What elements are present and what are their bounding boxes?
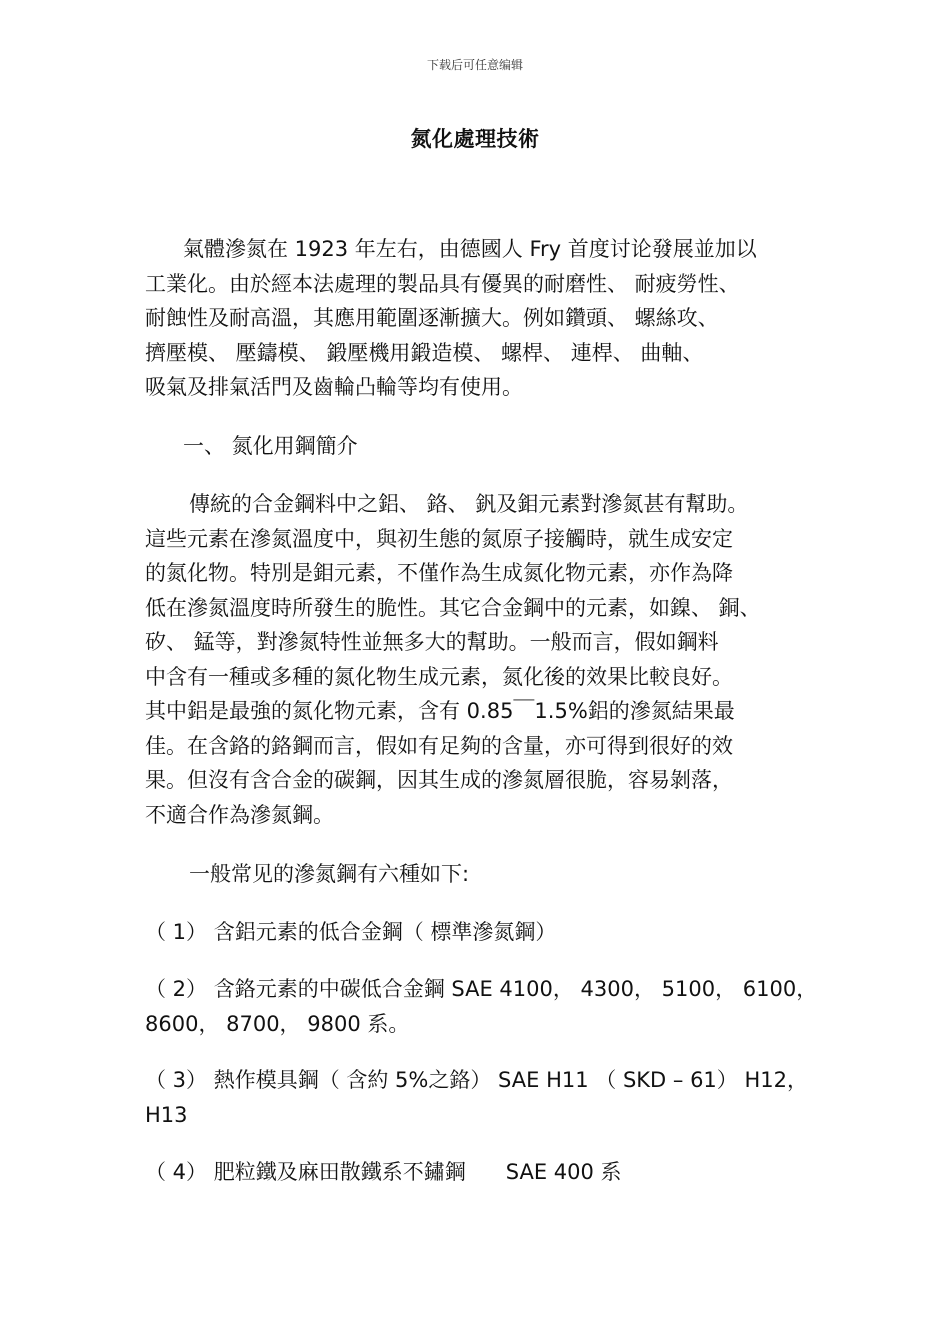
intro-line: 氣體滲氮在 1923 年左右，由德國人 Fry 首度讨论發展並加以 [183,237,757,261]
section-line: 傳統的合金鋼料中之鋁、 鉻、 釩及鉬元素對滲氮甚有幫助。 [189,492,749,516]
intro-line: 工業化。由於經本法處理的製品具有優異的耐磨性、 耐疲勞性、 [145,271,740,296]
section-heading-text: 一、 氮化用鋼簡介 [183,434,358,458]
list-item-line: （ 4） 肥粒鐵及麻田散鐵系不鏽鋼 SAE 400 系 [145,1160,622,1184]
list-intro [145,857,845,892]
list-item-line: （ 2） 含鉻元素的中碳低合金鋼 SAE 4100， 4300， 5100， 6100， [145,977,818,1001]
section-line: 矽、 錳等，對滲氮特性並無多大的幫助。一般而言，假如鋼料 [145,630,719,654]
document-title: 氮化處理技術 [410,127,540,151]
intro-line: 擠壓模、 壓鑄模、 鍛壓機用鍛造模、 螺桿、 連桿、 曲軸、 [145,340,704,365]
intro-line: 耐蝕性及耐高溫，其應用範圍逐漸擴大。例如鑽頭、 螺絲攻、 [145,306,719,330]
section-line: 果。但沒有含合金的碳鋼，因其生成的滲氮層很脆，容易剝落， [145,768,733,792]
section-line: 其中鋁是最強的氮化物元素，含有 0.85￣1.5%鋁的滲氮結果最 [145,699,735,723]
list-item-line: （ 1） 含鋁元素的低合金鋼（ 標準滲氮鋼） [145,920,557,944]
list-item-line: 8600， 8700， 9800 系。 [145,1011,410,1036]
section-line: 這些元素在滲氮溫度中，與初生態的氮原子接觸時，就生成安定 [145,526,733,551]
list-item-2 [145,972,845,1041]
section-line: 不適合作為滲氮鋼。 [145,802,334,827]
list-item-line: （ 3） 熱作模具鋼（ 含約 5%之鉻） SAE H11 （ SKD – 61） H12， [145,1068,808,1092]
list-item-line: H13 [145,1102,188,1127]
section-line: 中含有一種或多種的氮化物生成元素，氮化後的效果比較良好。 [145,664,733,689]
intro-paragraph [145,232,845,405]
section-line: 的氮化物。特別是鉬元素，不僅作為生成氮化物元素，亦作為降 [145,561,733,585]
list-item-4 [145,1155,845,1190]
list-item-1 [145,915,845,950]
list-item-3 [145,1063,845,1132]
section-line: 佳。在含鉻的鉻鋼而言，假如有足夠的含量，亦可得到很好的效 [145,733,733,758]
list-intro-text: 一般常见的滲氮鋼有六種如下: [189,862,470,886]
section-line: 低在滲氮溫度時所發生的脆性。其它合金鋼中的元素，如鎳、 銅、 [145,595,761,620]
intro-line: 吸氣及排氣活門及齒輪凸輪等均有使用。 [145,375,523,399]
section-heading [145,429,845,464]
header-note: 下载后可任意编辑 [426,58,523,72]
section-paragraph [145,487,845,832]
